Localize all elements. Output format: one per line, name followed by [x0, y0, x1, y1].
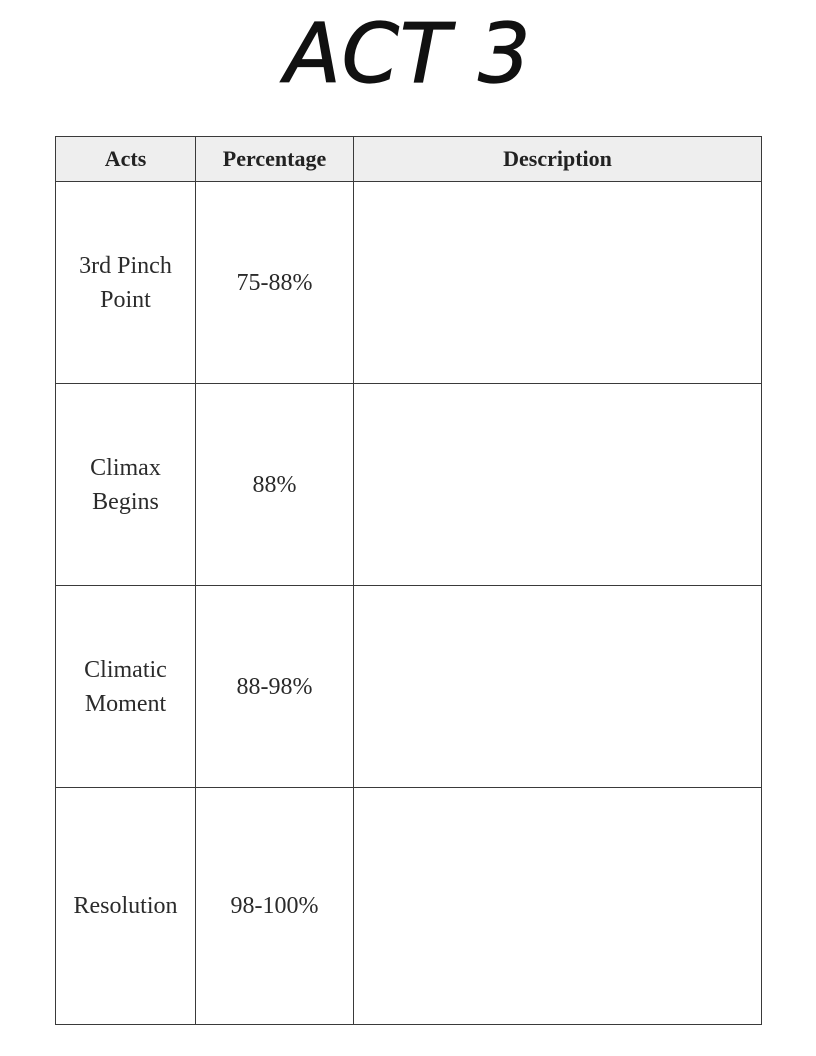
act-3-table: [55, 136, 762, 1025]
act-cell: [56, 384, 196, 586]
act-name-line: Climax: [90, 454, 161, 481]
act-name-line: Begins: [92, 488, 159, 515]
table-row: [56, 788, 762, 1025]
act-cell: [56, 182, 196, 384]
header-percentage: Percentage: [196, 137, 354, 182]
act-cell: [56, 586, 196, 788]
percentage-cell: 88-98%: [196, 586, 354, 788]
percentage-cell: 98-100%: [196, 788, 354, 1025]
act-cell: [56, 788, 196, 1025]
act-name-line: Resolution: [73, 893, 178, 919]
header-description: Description: [354, 137, 762, 182]
table-row: [56, 384, 762, 586]
percentage-cell: 75-88%: [196, 182, 354, 384]
table-row: [56, 182, 762, 384]
description-cell[interactable]: [354, 182, 762, 384]
description-cell[interactable]: [354, 788, 762, 1025]
act-name-line: Climatic: [84, 656, 167, 683]
description-cell[interactable]: [354, 586, 762, 788]
act-name-line: Point: [100, 286, 151, 313]
page-title: ACT 3: [284, 7, 532, 102]
act-name-line: Moment: [84, 690, 167, 717]
table-header-row: [56, 137, 762, 182]
description-cell[interactable]: [354, 384, 762, 586]
percentage-cell: 88%: [196, 384, 354, 586]
header-acts: Acts: [56, 137, 196, 182]
act-name-line: 3rd Pinch: [79, 252, 172, 279]
table-row: [56, 586, 762, 788]
